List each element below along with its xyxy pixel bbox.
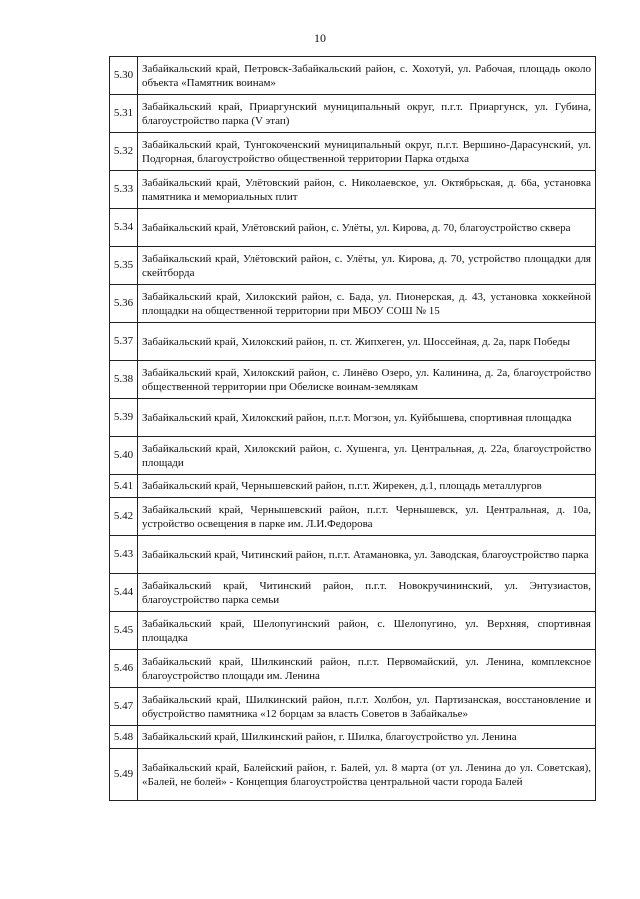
table-row [110,749,596,801]
locations-table [109,56,596,801]
row-number: 5.43 [110,536,138,574]
table-row [110,475,596,498]
table-row [110,726,596,749]
table-row [110,437,596,475]
row-number: 5.49 [110,749,138,801]
row-number: 5.34 [110,209,138,247]
row-description: Забайкальский край, Хилокский район, п. ст. Жипхеген, ул. Шоссейная, д. 2а, парк Победы [138,323,596,361]
row-number: 5.44 [110,574,138,612]
table-row [110,574,596,612]
row-description: Забайкальский край, Шилкинский район, г. Шилка, благоустройство ул. Ленина [138,726,596,749]
table-row [110,95,596,133]
table-row [110,361,596,399]
row-number: 5.40 [110,437,138,475]
table-row [110,399,596,437]
row-number: 5.31 [110,95,138,133]
row-number: 5.37 [110,323,138,361]
row-number: 5.32 [110,133,138,171]
row-description: Забайкальский край, Балейский район, г. Балей, ул. 8 марта (от ул. Ленина до ул. Советская), «Балей, не болей» - Концепция благоустройства центральной части города Балей [138,749,596,801]
row-number: 5.46 [110,650,138,688]
row-description: Забайкальский край, Шелопугинский район, с. Шелопугино, ул. Верхняя, спортивная площадка [138,612,596,650]
row-description: Забайкальский край, Шилкинский район, п.г.т. Первомайский, ул. Ленина, комплексное благоустройство площади им. Ленина [138,650,596,688]
table-row [110,133,596,171]
row-number: 5.39 [110,399,138,437]
page-number: 10 [314,31,326,45]
table-row [110,323,596,361]
table-row [110,57,596,95]
table-row [110,650,596,688]
row-number: 5.48 [110,726,138,749]
row-description: Забайкальский край, Приаргунский муниципальный округ, п.г.т. Приаргунск, ул. Губина, благоустройство парка (V этап) [138,95,596,133]
row-description: Забайкальский край, Улётовский район, с. Николаевское, ул. Октябрьская, д. 66а, установка памятника и мемориальных плит [138,171,596,209]
row-number: 5.33 [110,171,138,209]
row-number: 5.47 [110,688,138,726]
row-description: Забайкальский край, Чернышевский район, п.г.т. Чернышевск, ул. Центральная, д. 10а, устройство освещения в парке им. Л.И.Федорова [138,498,596,536]
table-row [110,171,596,209]
row-number: 5.41 [110,475,138,498]
row-number: 5.38 [110,361,138,399]
row-description: Забайкальский край, Хилокский район, с. Линёво Озеро, ул. Калинина, д. 2а, благоустройство общественной территории при Обелиске воинам-землякам [138,361,596,399]
row-description: Забайкальский край, Чернышевский район, п.г.т. Жирекен, д.1, площадь металлургов [138,475,596,498]
table-row [110,612,596,650]
row-description: Забайкальский край, Читинский район, п.г.т. Атамановка, ул. Заводская, благоустройство парка [138,536,596,574]
row-description: Забайкальский край, Хилокский район, п.г.т. Могзон, ул. Куйбышева, спортивная площадка [138,399,596,437]
row-description: Забайкальский край, Хилокский район, с. Бада, ул. Пионерская, д. 43, установка хоккейной площадки на общественной территории при МБОУ СОШ № 15 [138,285,596,323]
row-description: Забайкальский край, Улётовский район, с. Улёты, ул. Кирова, д. 70, устройство площадки для скейтборда [138,247,596,285]
row-description: Забайкальский край, Шилкинский район, п.г.т. Холбон, ул. Партизанская, восстановление и обустройство памятника «12 борцам за власть Советов в Забайкалье» [138,688,596,726]
row-number: 5.45 [110,612,138,650]
row-description: Забайкальский край, Улётовский район, с. Улёты, ул. Кирова, д. 70, благоустройство сквера [138,209,596,247]
row-description: Забайкальский край, Тунгокоченский муниципальный округ, п.г.т. Вершино-Дарасунский, ул. Подгорная, благоустройство общественной территории Парка отдыха [138,133,596,171]
table-row [110,688,596,726]
table-row [110,285,596,323]
row-number: 5.35 [110,247,138,285]
row-description: Забайкальский край, Читинский район, п.г.т. Новокручининский, ул. Энтузиастов, благоустройство парка семьи [138,574,596,612]
table-row [110,498,596,536]
row-number: 5.42 [110,498,138,536]
row-number: 5.30 [110,57,138,95]
table-row [110,536,596,574]
table-row [110,247,596,285]
row-description: Забайкальский край, Хилокский район, с. Хушенга, ул. Центральная, д. 22а, благоустройство площади [138,437,596,475]
row-number: 5.36 [110,285,138,323]
table-row [110,209,596,247]
row-description: Забайкальский край, Петровск-Забайкальский район, с. Хохотуй, ул. Рабочая, площадь около объекта «Памятник воинам» [138,57,596,95]
